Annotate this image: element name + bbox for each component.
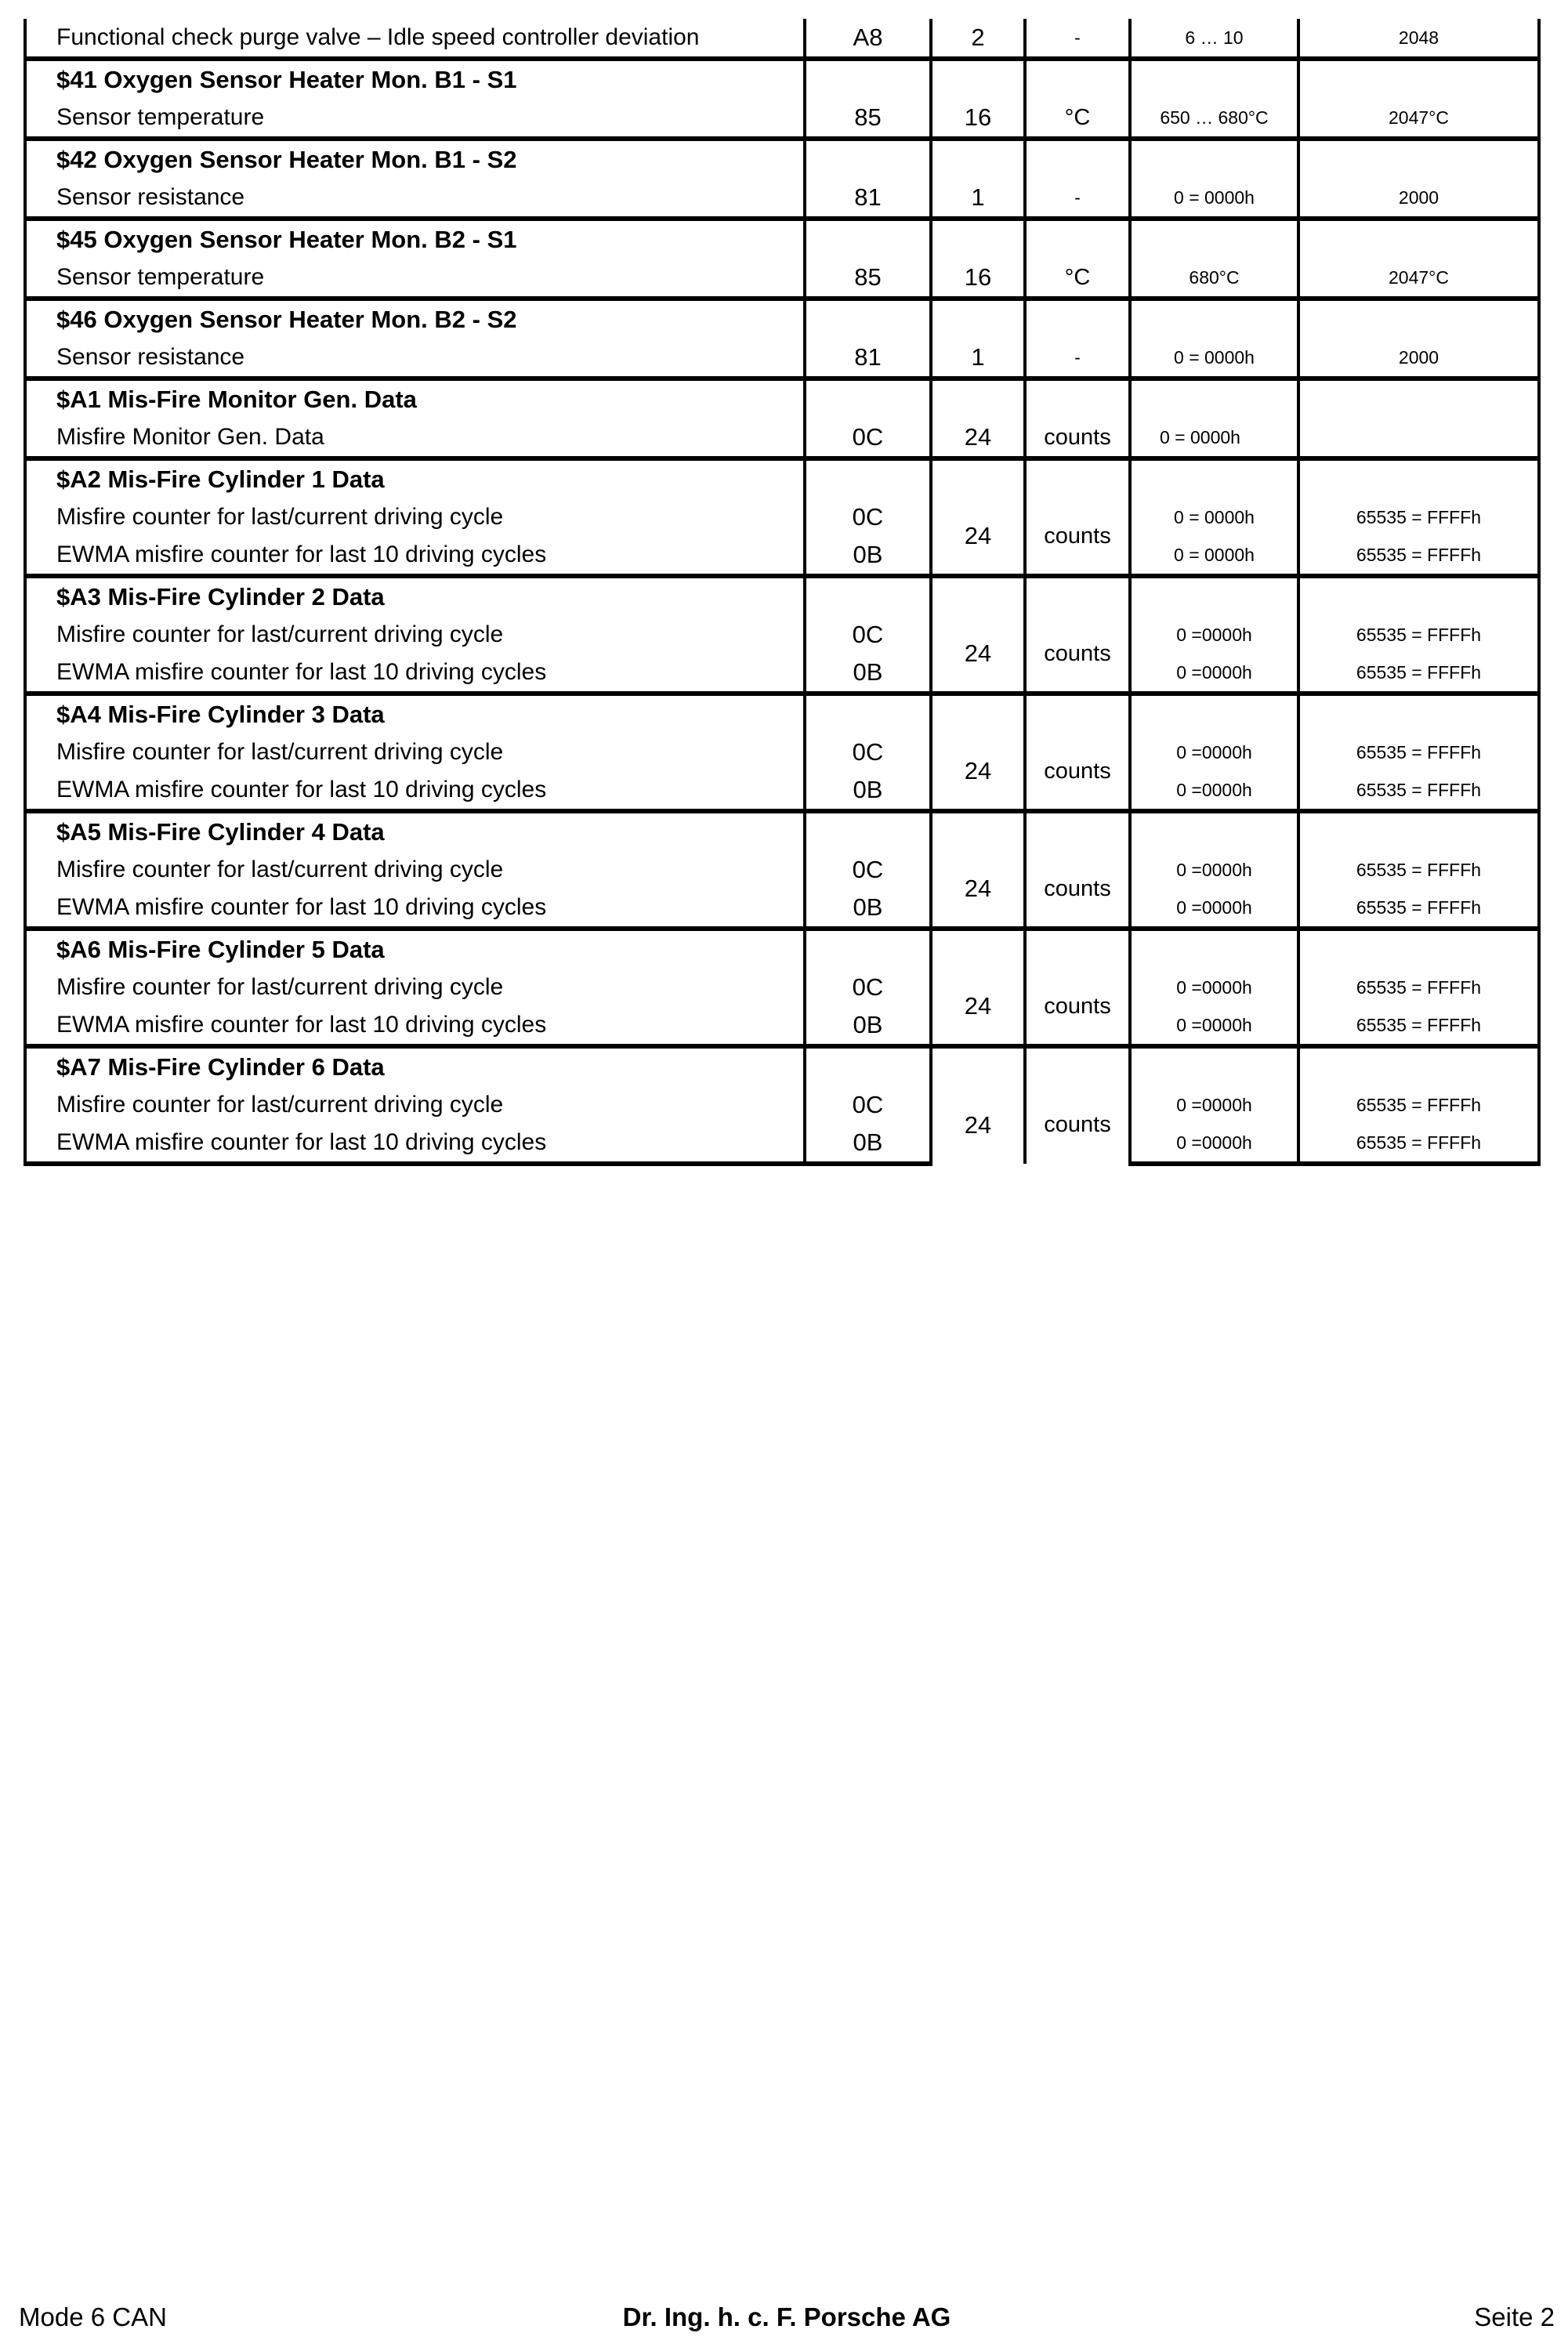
min-value-cell: 0 = 0000h: [1130, 536, 1298, 576]
min-value-cell: 0 =0000h: [1130, 734, 1298, 771]
description-cell: Misfire counter for last/current driving cycle: [25, 851, 805, 889]
max-value-cell: 2047°C: [1298, 259, 1539, 299]
test-id-cell: 0C: [805, 418, 931, 458]
description-cell: Misfire Monitor Gen. Data: [25, 418, 805, 458]
description-cell: Misfire counter for last/current driving cycle: [25, 969, 805, 1006]
description-cell: Misfire counter for last/current driving cycle: [25, 734, 805, 771]
table-row: [25, 654, 1539, 694]
min-value-cell: 0 = 0000h: [1130, 179, 1298, 219]
description-cell: EWMA misfire counter for last 10 driving cycles: [25, 771, 805, 811]
footer-document-name: Mode 6 CAN: [19, 2302, 167, 2331]
description-cell: EWMA misfire counter for last 10 driving cycles: [25, 536, 805, 576]
component-id-cell: 1: [931, 179, 1025, 219]
group-title: $42 Oxygen Sensor Heater Mon. B1 - S2: [25, 139, 805, 179]
description-cell: EWMA misfire counter for last 10 driving cycles: [25, 1124, 805, 1164]
min-value-cell: 0 = 0000h: [1130, 418, 1298, 458]
test-id-cell: 0B: [805, 654, 931, 694]
cylinder-group: [25, 694, 1539, 811]
test-id-cell: 0C: [805, 851, 931, 889]
max-value-cell: 65535 = FFFFh: [1298, 771, 1539, 811]
cylinder-group: [25, 929, 1539, 1046]
unit-cell: counts: [1025, 616, 1130, 694]
max-value-cell: 65535 = FFFFh: [1298, 851, 1539, 889]
component-id-cell: 16: [931, 99, 1025, 139]
unit-cell: counts: [1025, 418, 1130, 458]
unit-cell: °C: [1025, 99, 1130, 139]
row-group: [25, 299, 1539, 379]
row-group: [25, 219, 1539, 299]
table-row: [25, 339, 1539, 379]
table-row: [25, 536, 1539, 576]
group-title: $46 Oxygen Sensor Heater Mon. B2 - S2: [25, 299, 805, 339]
component-id-cell: 24: [931, 851, 1025, 929]
component-id-cell: 1: [931, 339, 1025, 379]
table-row: [25, 418, 1539, 458]
table-row: [25, 1086, 1539, 1124]
group-title-row: [25, 694, 1539, 734]
table-row: [25, 179, 1539, 219]
group-title: $A6 Mis-Fire Cylinder 5 Data: [25, 929, 805, 969]
max-value-cell: 65535 = FFFFh: [1298, 1006, 1539, 1046]
table-row: [25, 1124, 1539, 1164]
group-title-row: [25, 811, 1539, 851]
description-cell: Sensor resistance: [25, 179, 805, 219]
test-id-cell: 0B: [805, 536, 931, 576]
test-id-cell: 0C: [805, 616, 931, 654]
test-id-cell: 0C: [805, 1086, 931, 1124]
unit-cell: counts: [1025, 734, 1130, 811]
component-id-cell: 24: [931, 734, 1025, 811]
component-id-cell: 24: [931, 616, 1025, 694]
min-value-cell: 0 =0000h: [1130, 654, 1298, 694]
max-value-cell: 2000: [1298, 339, 1539, 379]
page-footer: [19, 2302, 1555, 2342]
group-title: $A2 Mis-Fire Cylinder 1 Data: [25, 458, 805, 498]
min-value-cell: 0 =0000h: [1130, 1124, 1298, 1164]
max-value-cell: [1298, 418, 1539, 458]
group-title: $A1 Mis-Fire Monitor Gen. Data: [25, 379, 805, 418]
unit-cell: -: [1025, 339, 1130, 379]
min-value-cell: 0 =0000h: [1130, 969, 1298, 1006]
table-row: [25, 99, 1539, 139]
min-value-cell: 0 =0000h: [1130, 616, 1298, 654]
cylinder-group: [25, 576, 1539, 694]
min-value-cell: 0 =0000h: [1130, 851, 1298, 889]
min-value-cell: 6 … 10: [1130, 19, 1298, 59]
row-group: [25, 19, 1539, 59]
test-id-cell: 0B: [805, 771, 931, 811]
table-row: [25, 1006, 1539, 1046]
description-cell: Sensor temperature: [25, 259, 805, 299]
group-title-row: [25, 1046, 1539, 1086]
max-value-cell: 65535 = FFFFh: [1298, 654, 1539, 694]
group-title-row: [25, 139, 1539, 179]
group-title: $A3 Mis-Fire Cylinder 2 Data: [25, 576, 805, 616]
group-title-row: [25, 59, 1539, 99]
test-id-cell: 85: [805, 259, 931, 299]
description-cell: Misfire counter for last/current driving cycle: [25, 616, 805, 654]
description-cell: Misfire counter for last/current driving cycle: [25, 1086, 805, 1124]
test-id-cell: 0C: [805, 969, 931, 1006]
component-id-cell: 24: [931, 1086, 1025, 1164]
min-value-cell: 0 =0000h: [1130, 1006, 1298, 1046]
max-value-cell: 2048: [1298, 19, 1539, 59]
description-cell: Sensor resistance: [25, 339, 805, 379]
test-id-cell: A8: [805, 19, 931, 59]
max-value-cell: 65535 = FFFFh: [1298, 889, 1539, 929]
component-id-cell: 24: [931, 969, 1025, 1046]
min-value-cell: 650 … 680°C: [1130, 99, 1298, 139]
unit-cell: counts: [1025, 1086, 1130, 1164]
cylinder-group: [25, 1046, 1539, 1164]
description-cell: Misfire counter for last/current driving cycle: [25, 498, 805, 536]
test-id-cell: 81: [805, 179, 931, 219]
footer-page-number: Seite 2: [1474, 2302, 1555, 2331]
description-cell: EWMA misfire counter for last 10 driving cycles: [25, 889, 805, 929]
min-value-cell: 0 =0000h: [1130, 771, 1298, 811]
row-group: [25, 139, 1539, 219]
max-value-cell: 65535 = FFFFh: [1298, 969, 1539, 1006]
mode6-test-table: [24, 19, 1541, 1166]
group-title-row: [25, 379, 1539, 418]
test-id-cell: 81: [805, 339, 931, 379]
unit-cell: -: [1025, 179, 1130, 219]
table-row: [25, 734, 1539, 771]
table-row: [25, 851, 1539, 889]
max-value-cell: 65535 = FFFFh: [1298, 536, 1539, 576]
row-group: [25, 59, 1539, 139]
table-row: [25, 969, 1539, 1006]
min-value-cell: 680°C: [1130, 259, 1298, 299]
description-cell: Functional check purge valve – Idle speed controller deviation: [25, 19, 805, 59]
cylinder-group: [25, 458, 1539, 576]
min-value-cell: 0 =0000h: [1130, 889, 1298, 929]
table-row: [25, 498, 1539, 536]
min-value-cell: 0 = 0000h: [1130, 498, 1298, 536]
table-row: [25, 771, 1539, 811]
max-value-cell: 65535 = FFFFh: [1298, 1086, 1539, 1124]
component-id-cell: 2: [931, 19, 1025, 59]
group-title-row: [25, 576, 1539, 616]
description-cell: Sensor temperature: [25, 99, 805, 139]
min-value-cell: 0 = 0000h: [1130, 339, 1298, 379]
test-id-cell: 0C: [805, 734, 931, 771]
component-id-cell: 24: [931, 498, 1025, 576]
max-value-cell: 65535 = FFFFh: [1298, 734, 1539, 771]
test-id-cell: 0B: [805, 889, 931, 929]
max-value-cell: 65535 = FFFFh: [1298, 1124, 1539, 1164]
group-title: $41 Oxygen Sensor Heater Mon. B1 - S1: [25, 59, 805, 99]
description-cell: EWMA misfire counter for last 10 driving cycles: [25, 654, 805, 694]
row-group: [25, 379, 1539, 458]
table-row: [25, 616, 1539, 654]
description-cell: EWMA misfire counter for last 10 driving cycles: [25, 1006, 805, 1046]
unit-cell: counts: [1025, 851, 1130, 929]
max-value-cell: 65535 = FFFFh: [1298, 498, 1539, 536]
footer-company: Dr. Ing. h. c. F. Porsche AG: [622, 2302, 951, 2331]
group-title-row: [25, 299, 1539, 339]
max-value-cell: 2000: [1298, 179, 1539, 219]
test-id-cell: 0C: [805, 498, 931, 536]
cylinder-group: [25, 811, 1539, 929]
max-value-cell: 65535 = FFFFh: [1298, 616, 1539, 654]
unit-cell: °C: [1025, 259, 1130, 299]
table-row: [25, 19, 1539, 59]
test-id-cell: 85: [805, 99, 931, 139]
component-id-cell: 16: [931, 259, 1025, 299]
test-id-cell: 0B: [805, 1006, 931, 1046]
table-row: [25, 889, 1539, 929]
group-title: $A7 Mis-Fire Cylinder 6 Data: [25, 1046, 805, 1086]
test-id-cell: 0B: [805, 1124, 931, 1164]
unit-cell: counts: [1025, 498, 1130, 576]
table-row: [25, 259, 1539, 299]
group-title-row: [25, 929, 1539, 969]
group-title: $A4 Mis-Fire Cylinder 3 Data: [25, 694, 805, 734]
group-title: $A5 Mis-Fire Cylinder 4 Data: [25, 811, 805, 851]
min-value-cell: 0 =0000h: [1130, 1086, 1298, 1124]
unit-cell: -: [1025, 19, 1130, 59]
group-title-row: [25, 458, 1539, 498]
component-id-cell: 24: [931, 418, 1025, 458]
unit-cell: counts: [1025, 969, 1130, 1046]
group-title: $45 Oxygen Sensor Heater Mon. B2 - S1: [25, 219, 805, 259]
max-value-cell: 2047°C: [1298, 99, 1539, 139]
group-title-row: [25, 219, 1539, 259]
